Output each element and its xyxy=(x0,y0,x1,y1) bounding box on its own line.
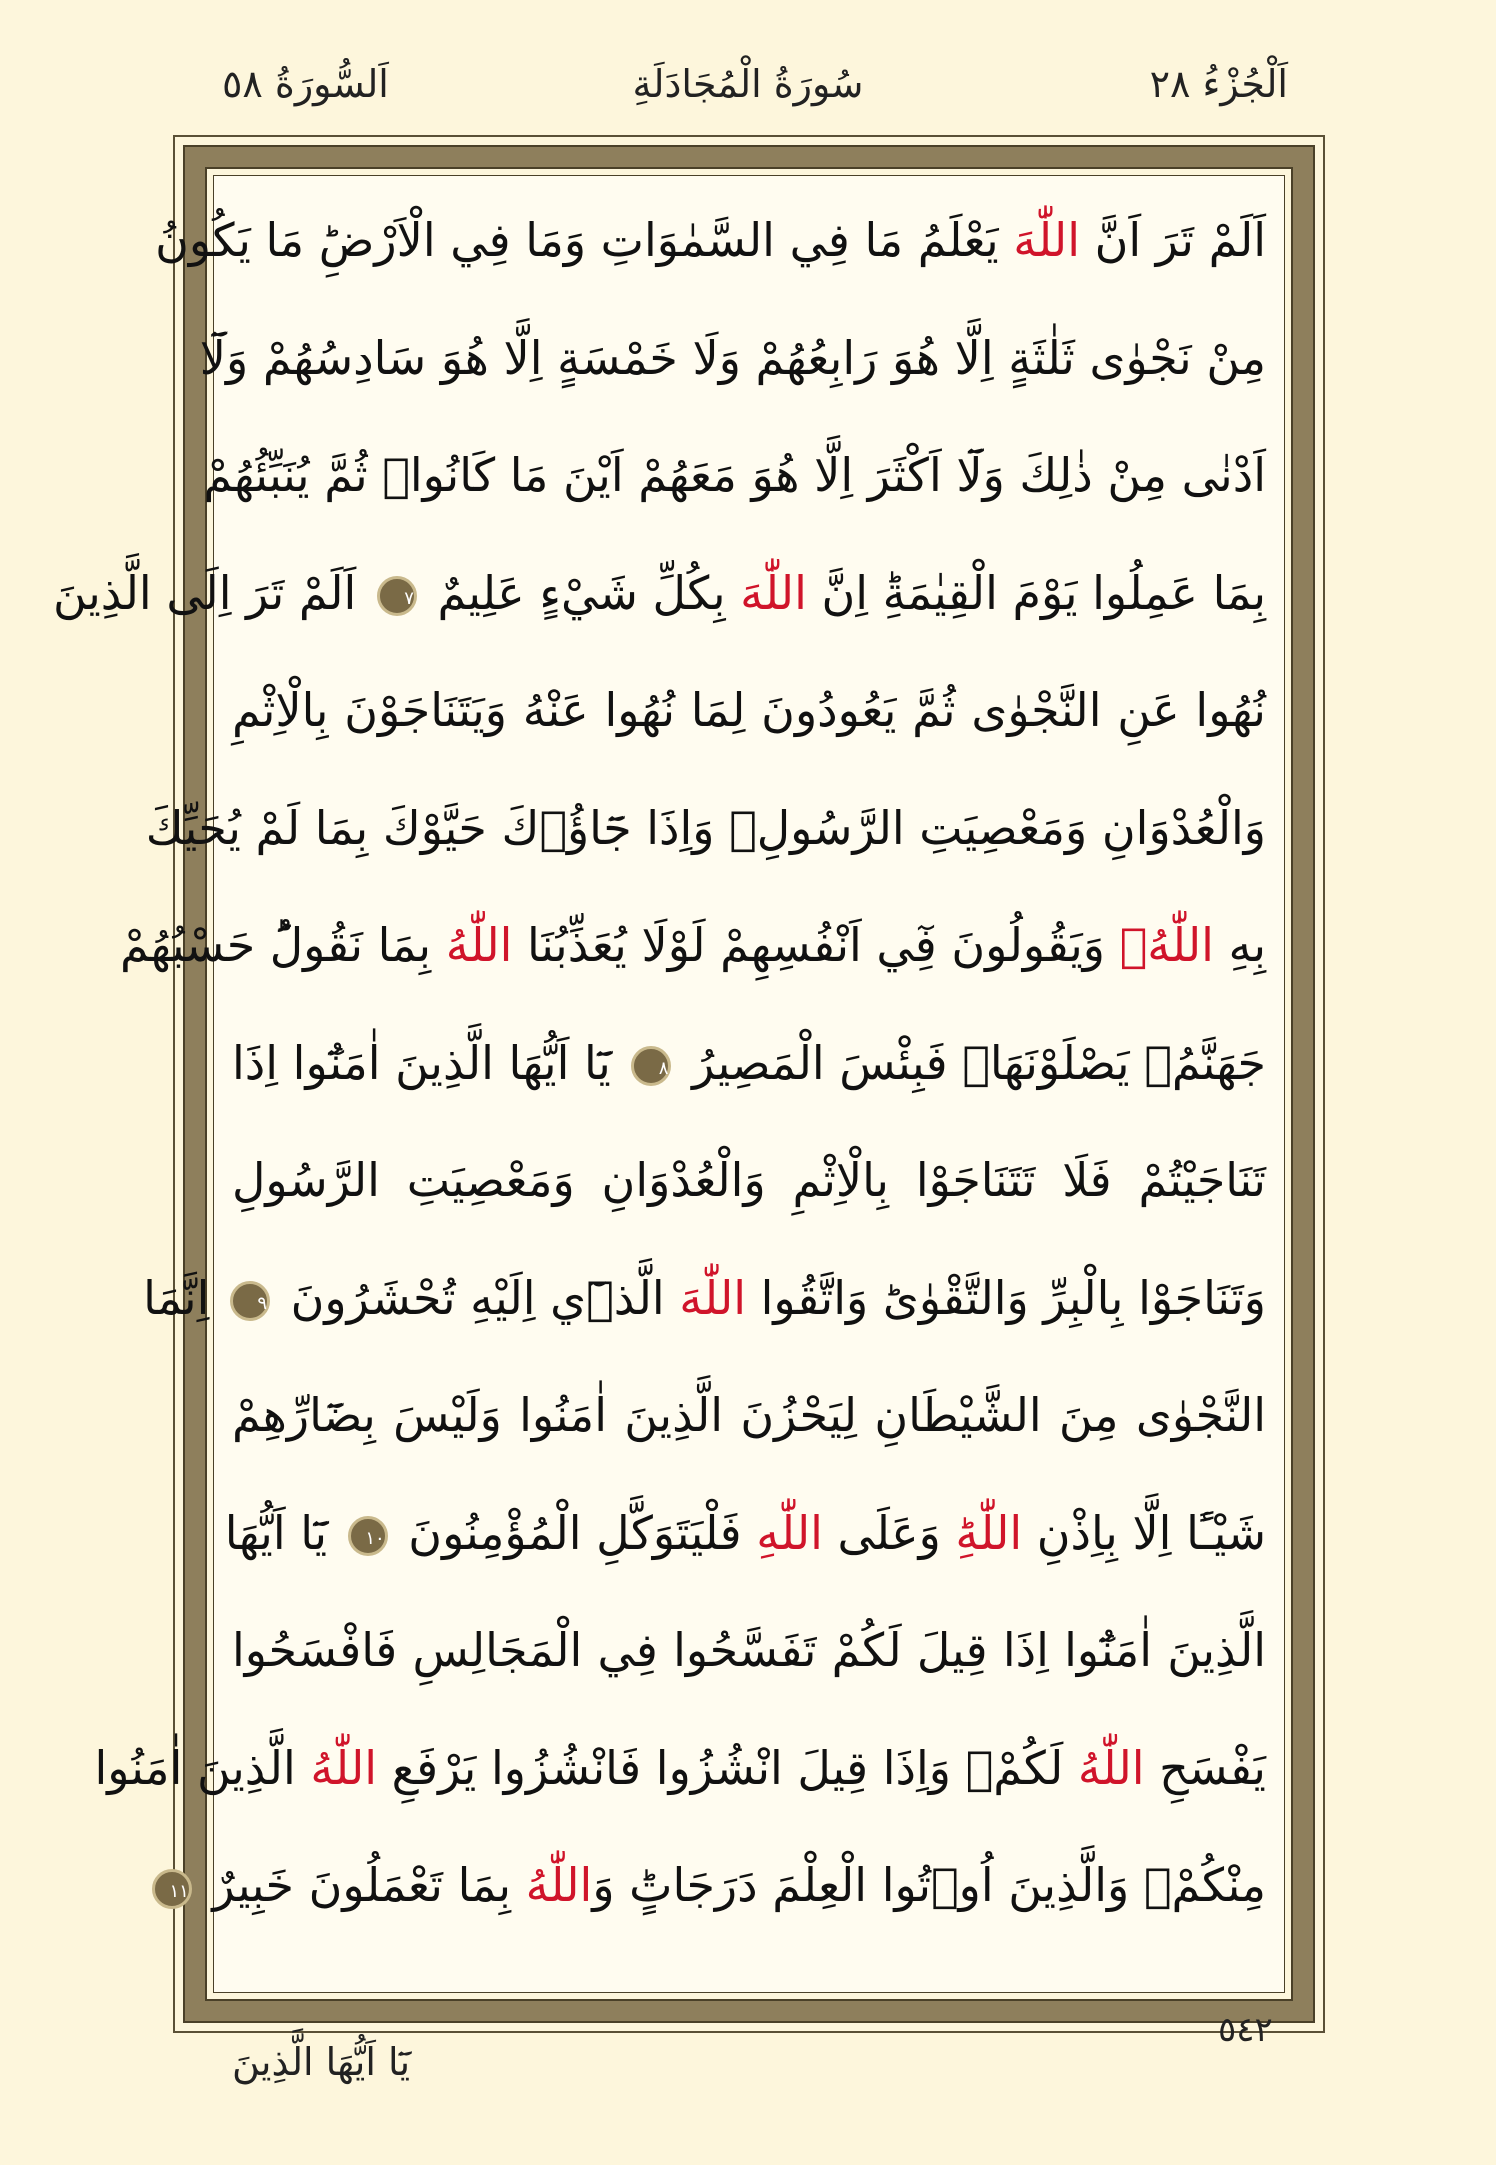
ayah-number-marker: ٧ xyxy=(377,576,417,616)
verse-line xyxy=(52,543,1266,643)
verse-line xyxy=(155,190,1266,290)
verse-text: اَدْنٰى مِنْ ذٰلِكَ وَلَٓا اَكْثَرَ اِلَّا هُوَ مَعَهُمْ اَيْنَ مَا كَانُواۚ ثُمَّ يُنَبِّئُهُمْ xyxy=(203,448,1266,502)
divine-name: اللّٰهَ xyxy=(740,565,807,620)
verse-line xyxy=(224,1483,1266,1583)
surah-number-label: اَلسُّورَةُ ٥٨ xyxy=(222,62,389,106)
divine-name: اللّٰهَ xyxy=(679,1270,746,1325)
verse-line xyxy=(232,1130,1266,1230)
verse-line xyxy=(232,660,1266,760)
ayah-number-marker: ١٠ xyxy=(348,1516,388,1556)
verse-text: الَّذِينَ اٰمَنُٓوا اِذَا قِيلَ لَكُمْ تَفَسَّحُوا فِي الْمَجَالِسِ فَافْسَحُوا xyxy=(232,1623,1266,1677)
verse-text-area xyxy=(52,190,1266,1950)
verse-line xyxy=(232,1600,1266,1700)
verse-line xyxy=(145,778,1266,878)
verse-text: اَلَمْ تَرَ اَنَّ xyxy=(1079,213,1266,267)
verse-line xyxy=(203,425,1266,525)
verse-text: بِهِ xyxy=(1213,918,1266,972)
surah-title: سُورَةُ الْمُجَادَلَةِ xyxy=(632,62,864,106)
verse-line xyxy=(119,895,1266,995)
verse-text: بِمَا نَقُولُؕ حَسْبُهُمْ xyxy=(119,918,446,972)
divine-name: اللّٰهُ xyxy=(310,1740,378,1795)
verse-line xyxy=(232,1365,1266,1465)
divine-name: اللّٰهُۙ xyxy=(1119,918,1214,972)
divine-name: اللّٰهُ xyxy=(525,1858,593,1912)
verse-text: وَعَلَى xyxy=(822,1505,956,1560)
verse-text: يَٓا اَيُّهَا xyxy=(224,1505,342,1560)
verse-text: شَيْـًٔا اِلَّا بِاِذْنِ xyxy=(1022,1505,1266,1560)
verse-text: اَلَمْ تَرَ اِلَى الَّذِينَ xyxy=(52,565,371,620)
verse-line xyxy=(232,1013,1266,1113)
verse-text: مِنْكُمْۙ وَالَّذِينَ اُو۫تُوا الْعِلْمَ دَرَجَاتٍؕ وَ xyxy=(592,1858,1266,1912)
ayah-number-marker: ٨ xyxy=(631,1046,671,1086)
verse-text: الَّذٖٓي اِلَيْهِ تُحْشَرُونَ xyxy=(276,1270,680,1325)
verse-line xyxy=(169,1835,1266,1935)
verse-text: يَعْلَمُ مَا فِي السَّمٰوَاتِ وَمَا فِي الْاَرْضِؕ مَا يَكُونُ xyxy=(155,213,1014,267)
verse-text: بِكُلِّ شَيْءٍ عَلِيمٌ xyxy=(422,565,741,620)
verse-text: وَيَقُولُونَ فِٓي اَنْفُسِهِمْ لَوْلَا يُعَذِّبُنَا xyxy=(512,918,1120,972)
divine-name: اللّٰهُ xyxy=(1077,1740,1145,1795)
divine-name: اللّٰهُ xyxy=(445,918,513,972)
page-number: ٥٤٢ xyxy=(1218,2010,1273,2050)
verse-text: تَنَاجَيْتُمْ فَلَا تَتَنَاجَوْا بِالْاِثْمِ وَالْعُدْوَانِ وَمَعْصِيَتِ الرَّسُولِ xyxy=(232,1153,1266,1207)
verse-text: وَالْعُدْوَانِ وَمَعْصِيَتِ الرَّسُولِۘ وَاِذَا جَٓاؤُ۫كَ حَيَّوْكَ بِمَا لَمْ يُحَيِّكَ xyxy=(145,800,1266,855)
verse-line xyxy=(143,1248,1266,1348)
divine-name: اللّٰهِ xyxy=(756,1505,823,1560)
verse-text: يَفْسَحِ xyxy=(1144,1740,1266,1795)
verse-text: يَٓا اَيُّهَا الَّذِينَ اٰمَنُٓوا اِذَا xyxy=(232,1035,626,1090)
verse-text: جَهَنَّمُۚ يَصْلَوْنَهَاۚ فَبِئْسَ الْمَصِيرُ xyxy=(677,1035,1266,1090)
divine-name: اللّٰهَ xyxy=(1013,213,1080,267)
verse-line xyxy=(94,1718,1266,1818)
verse-text: الَّذِينَ اٰمَنُوا xyxy=(94,1740,311,1795)
ayah-number-marker: ٩ xyxy=(230,1281,270,1321)
ayah-number-marker: ١١ xyxy=(152,1869,192,1909)
verse-text: اِنَّمَا xyxy=(143,1270,224,1325)
verse-text: فَلْيَتَوَكَّلِ الْمُؤْمِنُونَ xyxy=(393,1505,757,1560)
verse-text: لَكُمْۚ وَاِذَا قِيلَ انْشُزُوا فَانْشُزُوا يَرْفَعِ xyxy=(377,1740,1078,1795)
verse-text: نُهُوا عَنِ النَّجْوٰى ثُمَّ يَعُودُونَ لِمَا نُهُوا عَنْهُ وَيَتَنَاجَوْنَ بِالْاِثْمِ xyxy=(232,683,1266,737)
verse-text: بِمَا تَعْمَلُونَ خَبِيرٌ xyxy=(197,1858,526,1912)
catchword: يَٓا اَيُّهَا الَّذِينَ xyxy=(232,2040,411,2084)
verse-text: النَّجْوٰى مِنَ الشَّيْطَانِ لِيَحْزُنَ الَّذِينَ اٰمَنُوا وَلَيْسَ بِضَٓارِّهِمْ xyxy=(232,1388,1266,1442)
verse-text: بِمَا عَمِلُوا يَوْمَ الْقِيٰمَةِؕ اِنَّ xyxy=(806,565,1266,620)
divine-name: اللّٰهِؕ xyxy=(955,1505,1023,1560)
verse-line xyxy=(199,308,1266,408)
verse-text: مِنْ نَجْوٰى ثَلٰثَةٍ اِلَّا هُوَ رَابِعُهُمْ وَلَا خَمْسَةٍ اِلَّا هُوَ سَادِسُهُمْ وَلَٓا xyxy=(199,330,1266,385)
verse-text: وَتَنَاجَوْا بِالْبِرِّ وَالتَّقْوٰىؕ وَاتَّقُوا xyxy=(745,1270,1266,1325)
juz-label: اَلْجُزْءُ ٢٨ xyxy=(1149,62,1288,106)
